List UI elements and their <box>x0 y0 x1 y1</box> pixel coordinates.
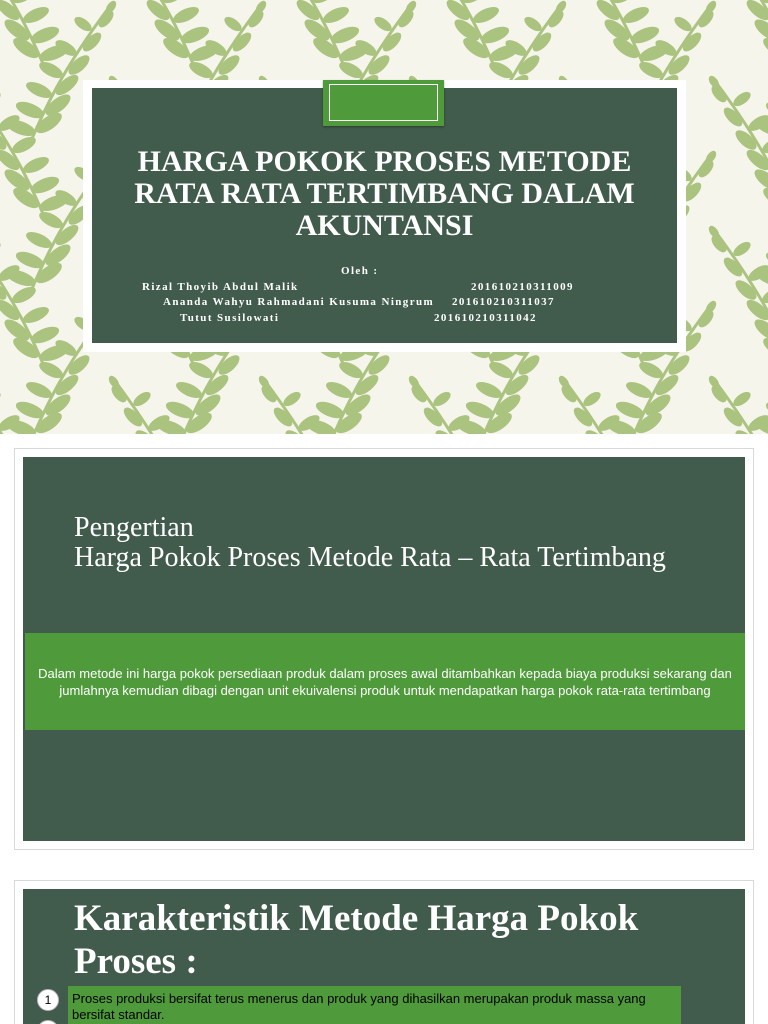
title-panel <box>92 88 677 343</box>
title-accent-tab <box>323 80 444 126</box>
list-item: Proses produksi bersifat terus menerus dan produk yang dihasilkan merupakan produk massa yang bersifat standar. <box>68 986 681 1024</box>
item-number-badge: 1 <box>37 989 59 1011</box>
author-name: Ananda Wahyu Rahmadani Kusuma Ningrum <box>163 296 435 308</box>
oleh-label: Oleh : <box>341 265 379 277</box>
author-id: 201610210311042 <box>434 312 537 324</box>
accent-tab-inner-border <box>329 84 438 121</box>
slide-3 <box>14 880 754 1024</box>
slide-heading <box>74 513 724 573</box>
definition-band <box>25 633 745 730</box>
slide-1 <box>0 0 768 434</box>
heading-subtitle: Harga Pokok Proses Metode Rata – Rata Tertimbang <box>74 542 666 573</box>
author-name: Rizal Thoyib Abdul Malik <box>142 281 299 293</box>
author-id: 201610210311037 <box>452 296 555 308</box>
author-id: 201610210311009 <box>471 281 574 293</box>
characteristics-panel <box>23 889 745 1024</box>
author-name: Tutut Susilowati <box>180 312 280 324</box>
item-number-badge <box>37 1020 59 1024</box>
heading-pengertian: Pengertian <box>74 512 194 543</box>
slide-title: Karakteristik Metode Harga Pokok Proses : <box>74 898 639 982</box>
presentation-title: HARGA POKOK PROSES METODE RATA RATA TERTIMBANG DALAM AKUNTANSI <box>134 145 635 242</box>
definition-text: Dalam metode ini harga pokok persediaan produk dalam proses awal ditambahkan kepada biaya produksi sekarang dan jumlahnya kemudian dibagi dengan unit ekuivalensi produk untuk mendapatkan harga pokok rata-rata tertimbang <box>38 665 732 698</box>
definition-panel <box>23 457 745 841</box>
slide-2 <box>14 448 754 850</box>
